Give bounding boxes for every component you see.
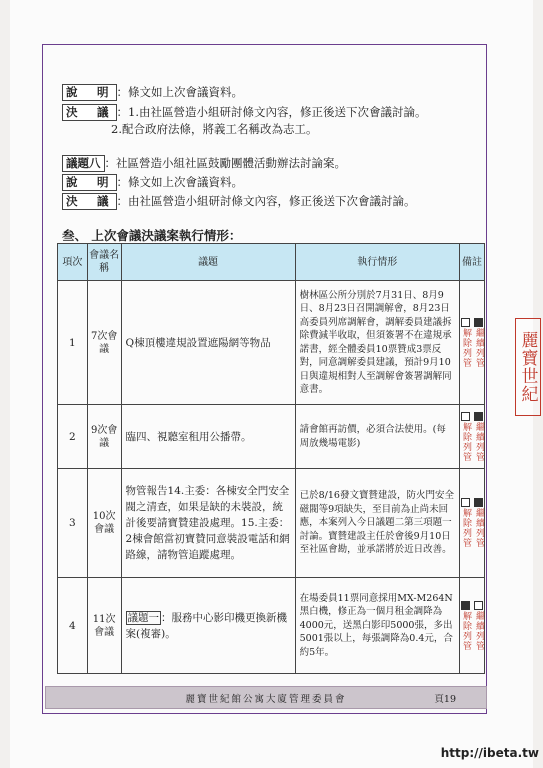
motion8-title: 社區營造小組社區鼓勵團體活動辦法討論案。 xyxy=(116,156,346,170)
row-remark xyxy=(459,405,484,469)
row-no: 1 xyxy=(58,281,88,405)
footer-org: 麗寶世紀館公寓大廈管理委員會 xyxy=(185,694,347,705)
released-checkbox[interactable] xyxy=(461,412,470,421)
page-number: 頁19 xyxy=(434,694,456,705)
row-meeting: 11次會議 xyxy=(87,578,121,674)
row-subject: Q棟頂樓違規設置遮陽網等物品 xyxy=(121,281,295,405)
red-seal-stamp: 麗寶世紀 xyxy=(515,318,541,416)
row-remark xyxy=(459,469,484,578)
row-status: 在場委員11票同意採用MX-M264N黑白機，修正為一個月租金調降為4000元，送黑白影印5000張，多出5001張以上，每張調降為0.4元，合約5年。 xyxy=(295,578,459,674)
header-meeting: 會議名稱 xyxy=(87,244,121,281)
row-remark xyxy=(459,578,484,674)
header-item-no: 項次 xyxy=(58,244,88,281)
motion8-resolution-text: 由社區營造小組研討條文內容，修正後送下次會議討論。 xyxy=(128,194,416,208)
explain-label: 說 明 xyxy=(62,84,117,101)
motion8-resolution-line: 決 議 ：由社區營造小組研討條文內容，修正後送下次會議討論。 xyxy=(62,193,416,210)
subject-label: 議題一 xyxy=(127,611,160,624)
motion8-label: 議題八 xyxy=(62,155,105,172)
continued-label: 繼續列管 xyxy=(473,508,484,548)
continued-label: 繼續列管 xyxy=(473,610,484,651)
execution-table xyxy=(57,243,485,674)
row-subject: 物管報告14.主委：各棟安全門安全閥之清查，如果是缺的未裝設，統計後要請寶贊建設處理。15.主委：2棟會館當初寶贊同意裝設電話和網路線，請物管追蹤處理。 xyxy=(121,469,295,578)
continued-checkbox[interactable] xyxy=(474,498,483,507)
row-status: 請會館再訪價，必須合法使用。(每周放幾場電影) xyxy=(295,405,459,469)
continued-checkbox[interactable] xyxy=(474,318,483,327)
released-checkbox[interactable] xyxy=(461,601,470,610)
released-label: 解除列管 xyxy=(460,508,471,548)
resolution-label: 決 議 xyxy=(62,104,117,121)
row-subject xyxy=(121,578,295,674)
continued-checkbox[interactable] xyxy=(474,412,483,421)
resolution-line-1: 1.由社區營造小組研討條文內容，修正後送下次會議討論。 xyxy=(128,105,427,119)
row-no: 3 xyxy=(58,469,88,578)
prev-resolution-line: 決 議 ：1.由社區營造小組研討條文內容，修正後送下次會議討論。 xyxy=(62,104,426,121)
continued-label: 繼續列管 xyxy=(473,421,484,462)
continued-label: 繼續列管 xyxy=(473,327,484,368)
released-checkbox[interactable] xyxy=(461,318,470,327)
page-footer xyxy=(45,686,487,709)
table-row xyxy=(58,578,485,674)
explain-text: 條文如上次會議資料。 xyxy=(128,85,243,99)
row-meeting: 7次會議 xyxy=(87,281,121,405)
released-checkbox[interactable] xyxy=(461,498,470,507)
resolution-line-2: 2.配合政府法條，將義工名稱改為志工。 xyxy=(111,122,318,136)
released-label: 解除列管 xyxy=(460,610,471,651)
header-remark: 備註 xyxy=(459,244,484,281)
watermark-url: http://ibeta.tw xyxy=(440,746,539,760)
row-subject: 臨四、視聽室租用公播帶。 xyxy=(121,405,295,469)
row-no: 4 xyxy=(58,578,88,674)
row-meeting: 10次會議 xyxy=(87,469,121,578)
row-meeting: 9次會議 xyxy=(87,405,121,469)
table-row xyxy=(58,405,485,469)
subject-text: ：服務中心影印機更換新機案(複審)。 xyxy=(125,611,288,640)
row-no: 2 xyxy=(58,405,88,469)
table-row xyxy=(58,281,485,405)
continued-checkbox[interactable] xyxy=(474,601,483,610)
motion8-title-line: 議題八 ：社區營造小組社區鼓勵團體活動辦法討論案。 xyxy=(62,155,346,172)
header-status: 執行情形 xyxy=(295,244,459,281)
row-remark xyxy=(459,281,484,405)
released-label: 解除列管 xyxy=(460,327,471,368)
motion8-explain-text: 條文如上次會議資料。 xyxy=(128,175,243,189)
section-heading: 叁、 上次會議決議案執行情形： xyxy=(62,228,242,243)
prev-explain-line: 說 明 ：條文如上次會議資料。 xyxy=(62,84,243,101)
motion8-resolution-label: 決 議 xyxy=(62,193,117,210)
released-label: 解除列管 xyxy=(460,421,471,462)
row-status: 樹林區公所分別於7月31日、8月9日、8月23日召開調解會，8月23日高委員列席調解會，調解委員建議拆除費減半收取，但須簽署不在違規承諾書，經全體委員10票贊成3票反對，同意調解委員建議，預計9月10日與違規相對人至調解會簽署調解同意書。 xyxy=(295,281,459,405)
table-header-row xyxy=(58,244,485,281)
motion8-explain-line: 說 明 ：條文如上次會議資料。 xyxy=(62,174,243,191)
table-row xyxy=(58,469,485,578)
header-subject: 議題 xyxy=(121,244,295,281)
motion8-explain-label: 說 明 xyxy=(62,174,117,191)
row-status: 已於8/16發文寶贊建設，防火門安全磁閥等9項缺失，至目前為止尚未回應，本案列入今日議題二第三項題一討論。寶贊建設主任於會後9月10日至社區會勘，並承諾將於近日改善。 xyxy=(295,469,459,578)
